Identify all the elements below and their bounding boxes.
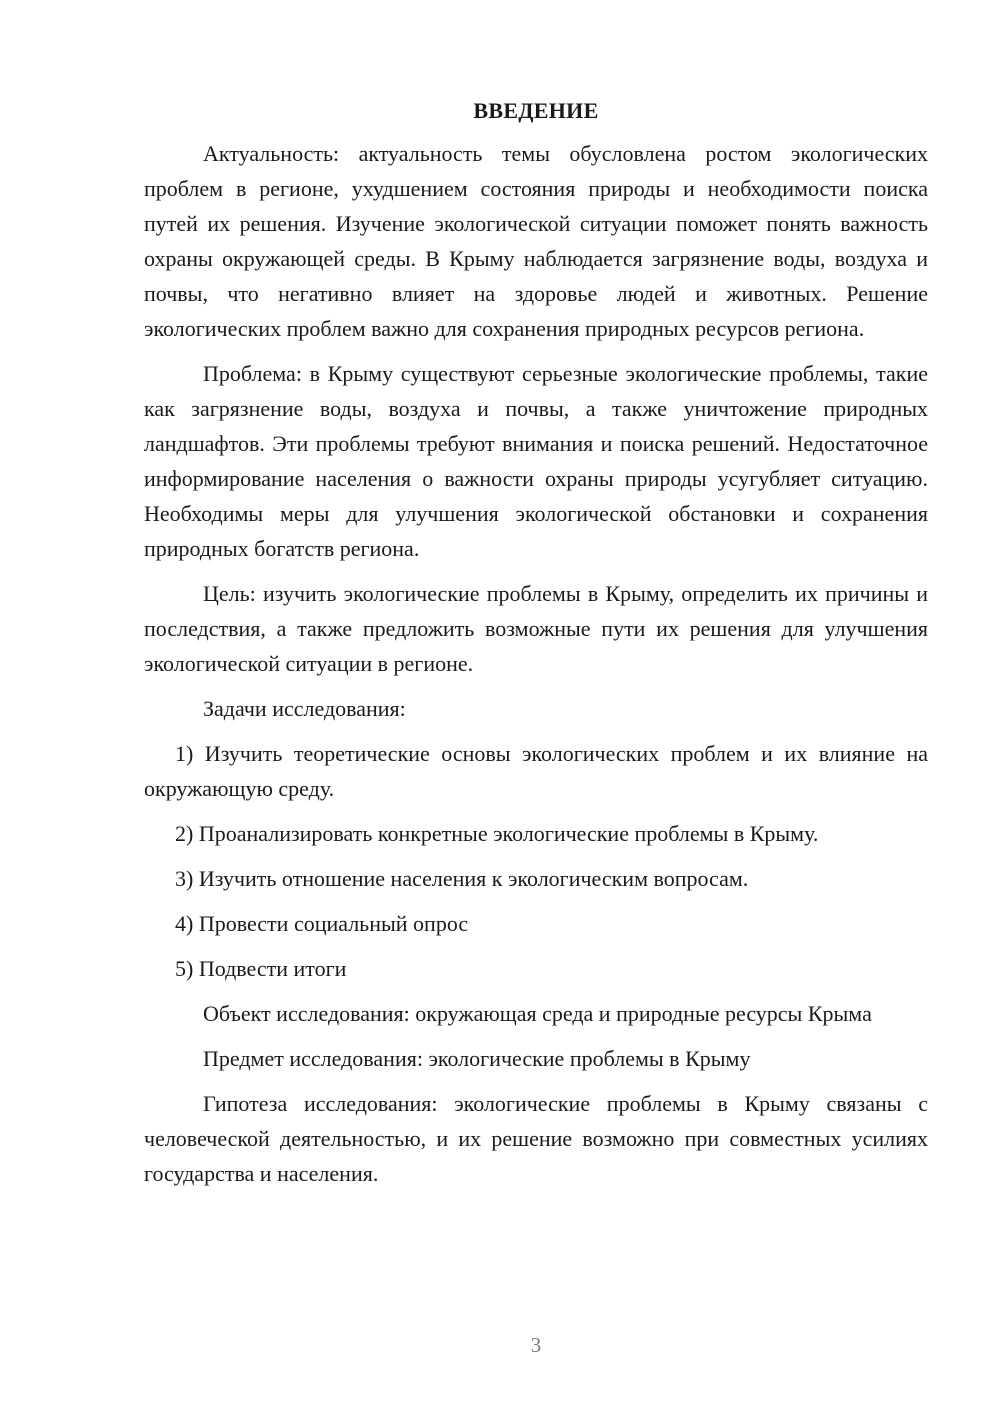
task-item-5: 5) Подвести итоги [175, 956, 347, 981]
relevance-paragraph: Актуальность: актуальность темы обусловлена ростом экологических проблем в регионе, ухудшением состояния природы и необходимости поиска путей их решения. Изучение экологической ситуации поможет понять важность охраны окружающей среды. В Крыму наблюдается загрязнение воды, воздуха и почвы, что негативно влияет на здоровье людей и животных. Решение экологических проблем важно для сохранения природных ресурсов региона. [144, 141, 928, 341]
problem-paragraph: Проблема: в Крыму существуют серьезные экологические проблемы, такие как загрязнение воды, воздуха и почвы, а также уничтожение природных ландшафтов. Эти проблемы требуют внимания и поиска решений. Недостаточное информирование населения о важности охраны природы усугубляет ситуацию. Необходимы меры для улучшения экологической обстановки и сохранения природных богатств региона. [144, 361, 928, 561]
document-body [144, 96, 928, 1201]
subject-paragraph: Предмет исследования: экологические проблемы в Крыму [203, 1046, 751, 1071]
hypothesis-paragraph: Гипотеза исследования: экологические проблемы в Крыму связаны с человеческой деятельностью, и их решение возможно при совместных усилиях государства и населения. [144, 1091, 928, 1186]
task-item-4: 4) Провести социальный опрос [175, 911, 469, 936]
tasks-heading: Задачи исследования: [203, 696, 406, 721]
page-number: 3 [530, 1333, 542, 1357]
task-item-1: 1) Изучить теоретические основы экологических проблем и их влияние на окружающую среду. [144, 741, 928, 801]
task-item-3: 3) Изучить отношение населения к экологическим вопросам. [175, 866, 749, 891]
task-item-2: 2) Проанализировать конкретные экологические проблемы в Крыму. [175, 821, 819, 846]
section-title: ВВЕДЕНИЕ [473, 98, 599, 123]
goal-paragraph: Цель: изучить экологические проблемы в Крыму, определить их причины и последствия, а также предложить возможные пути их решения для улучшения экологической ситуации в регионе. [144, 581, 928, 676]
object-paragraph: Объект исследования: окружающая среда и природные ресурсы Крыма [203, 1001, 872, 1026]
